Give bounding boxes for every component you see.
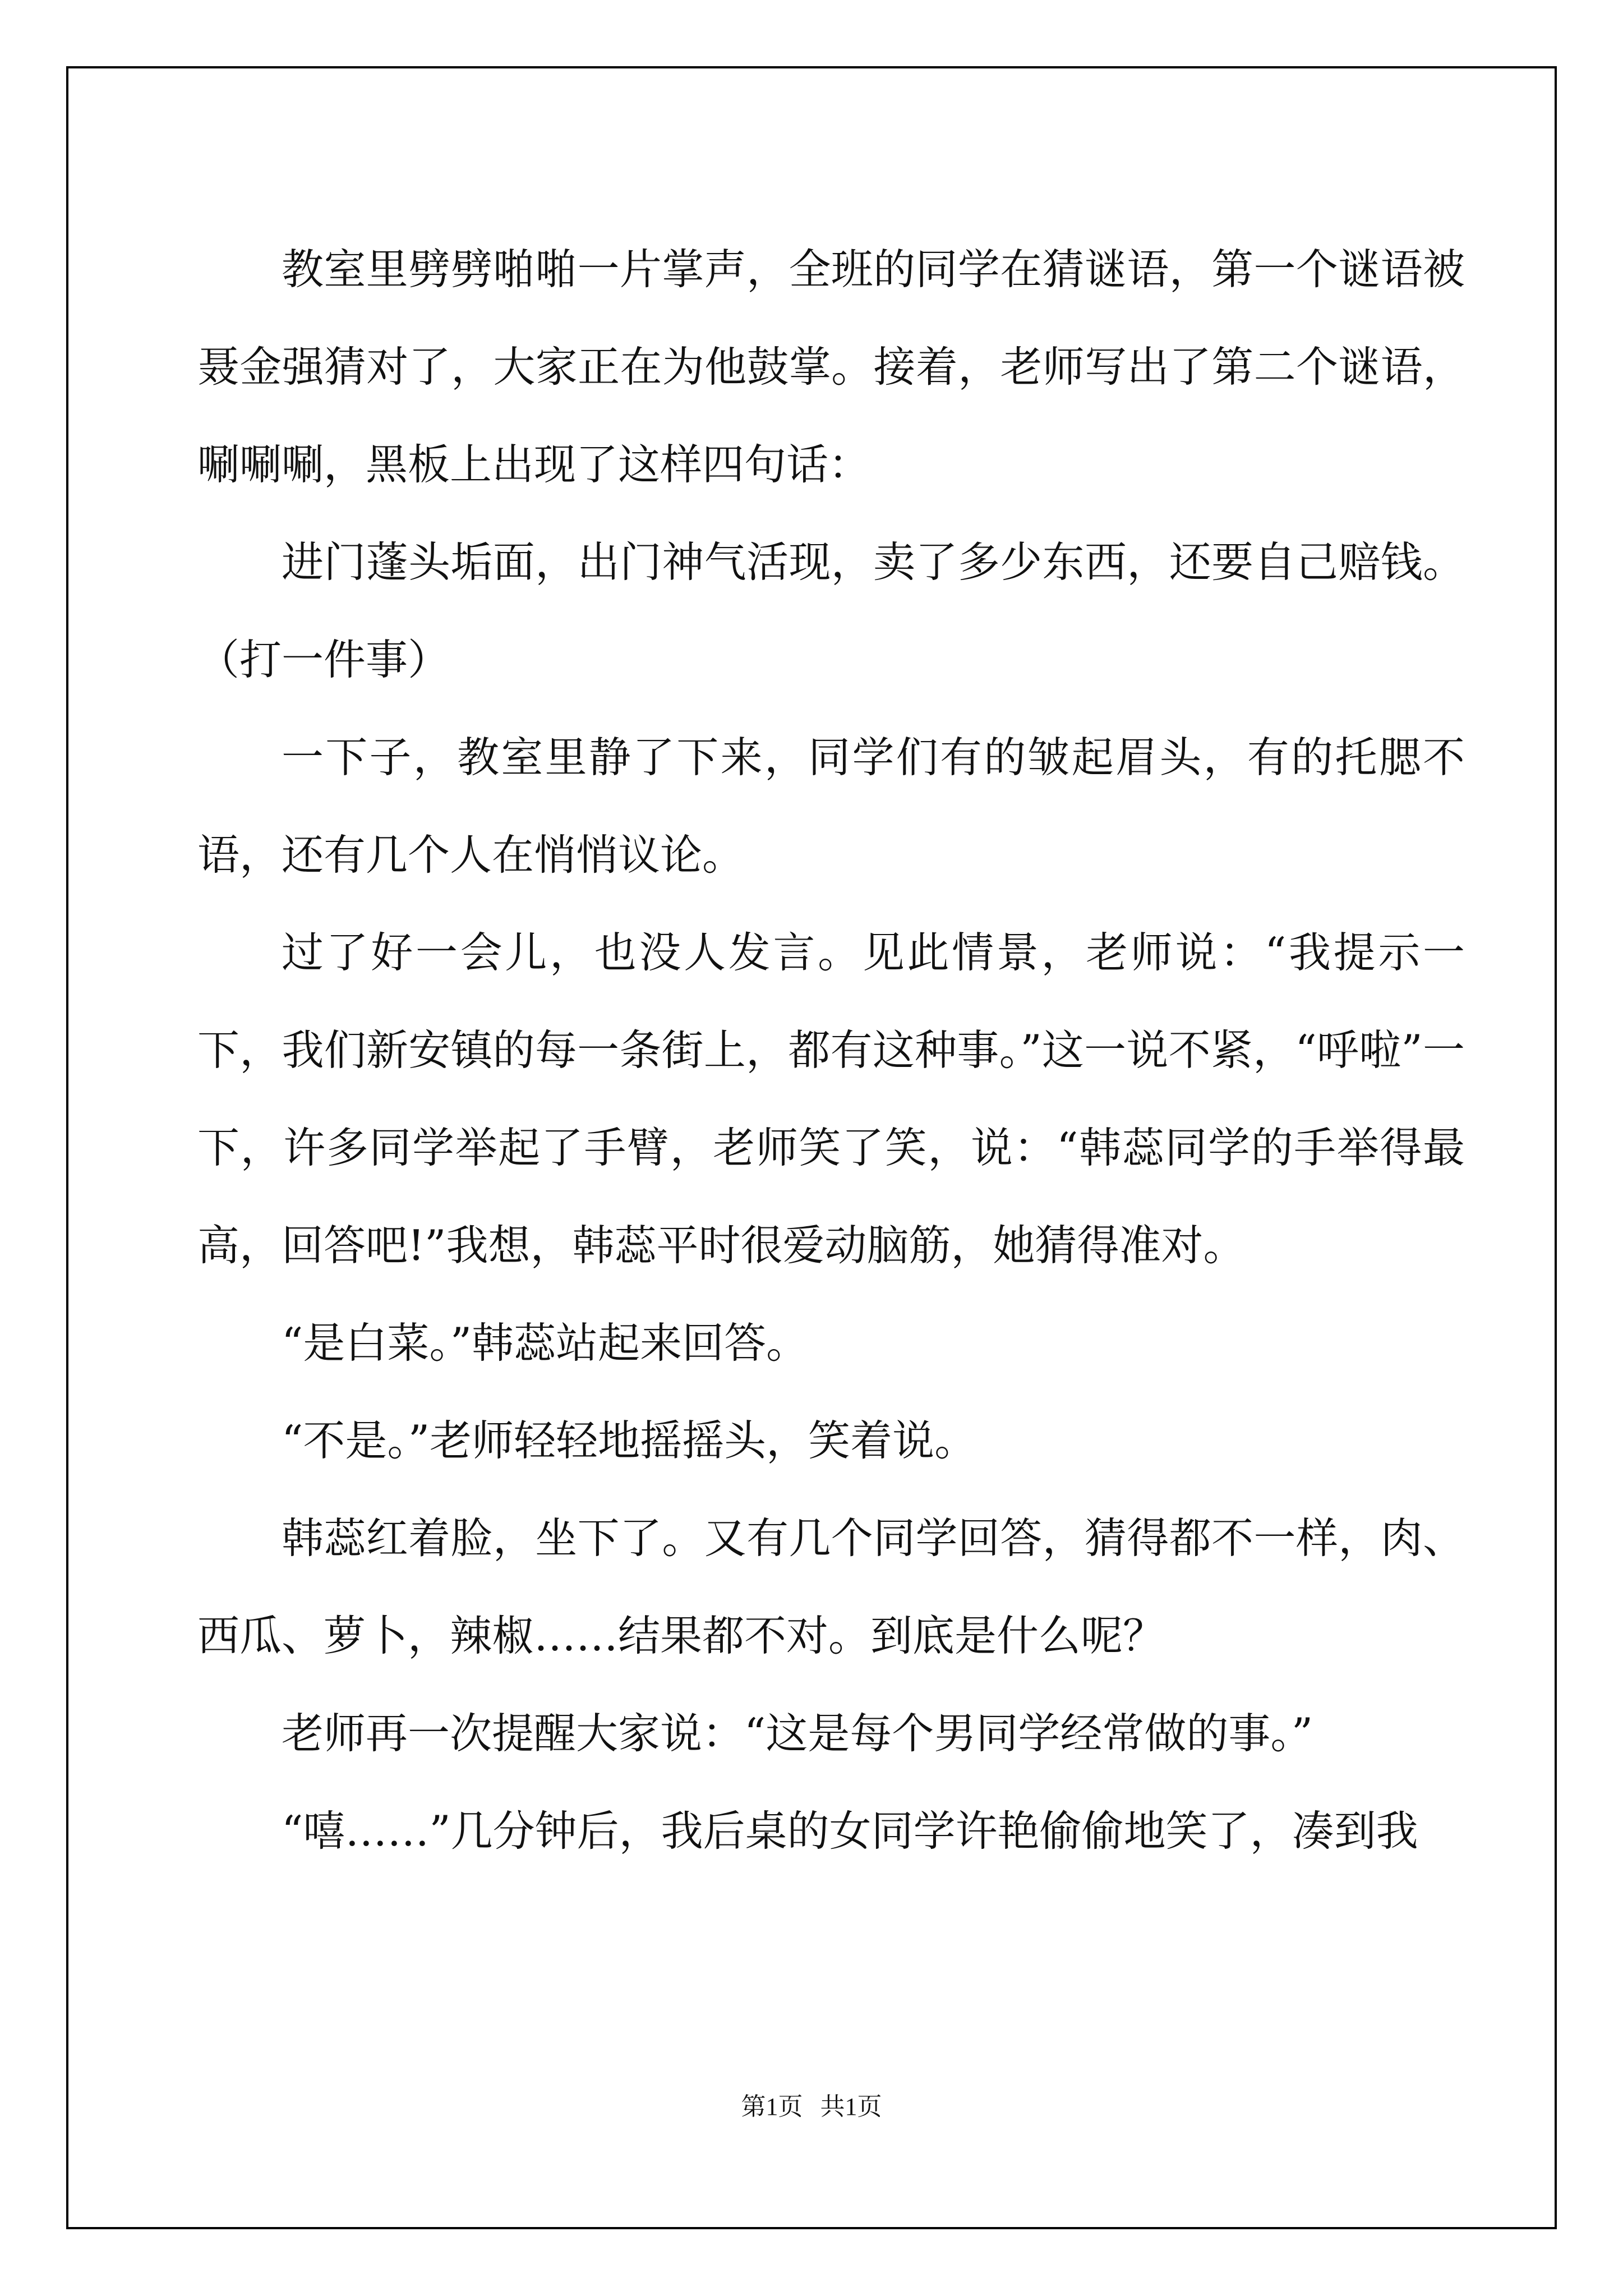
paragraph: 一下子，教室里静了下来，同学们有的皱起眉头，有的托腮不语，还有几个人在悄悄议论。 — [197, 733, 1465, 880]
paragraph: 韩蕊红着脸，坐下了。又有几个同学回答，猜得都不一样，肉、西瓜、萝卜，辣椒……结果都不对。到底是什么呢？ — [197, 1513, 1465, 1660]
paragraph: 进门蓬头垢面，出门神气活现，卖了多少东西，还要自己赔钱。（打一件事） — [197, 537, 1465, 684]
page-footer — [0, 2090, 1623, 2124]
paragraph: “是白菜。”韩蕊站起来回答。 — [282, 1318, 809, 1368]
document-body — [197, 220, 1465, 1880]
paragraph: 老师再一次提醒大家说：“这是每个男同学经常做的事。” — [282, 1709, 1313, 1758]
paragraph: “嘻……”几分钟后，我后桌的女同学许艳偷偷地笑了，凑到我 — [282, 1806, 1418, 1856]
paragraph: “不是。”老师轻轻地摇摇头，笑着说。 — [282, 1416, 977, 1465]
paragraph: 教室里劈劈啪啪一片掌声，全班的同学在猜谜语，第一个谜语被聂金强猜对了，大家正在为他鼓掌。接着，老师写出了第二个谜语，唰唰唰，黑板上出现了这样四句话： — [197, 245, 1465, 489]
page-number: 第1页 — [741, 2093, 803, 2120]
paragraph: 过了好一会儿，也没人发言。见此情景，老师说：“我提示一下，我们新安镇的每一条街上，都有这种事。”这一说不紧，“呼啦”一下，许多同学举起了手臂，老师笑了笑，说：“韩蕊同学的手举得最高，回答吧!”我想，韩蕊平时很爱动脑筋，她猜得准对。 — [197, 928, 1465, 1270]
page-total: 共1页 — [820, 2093, 882, 2120]
